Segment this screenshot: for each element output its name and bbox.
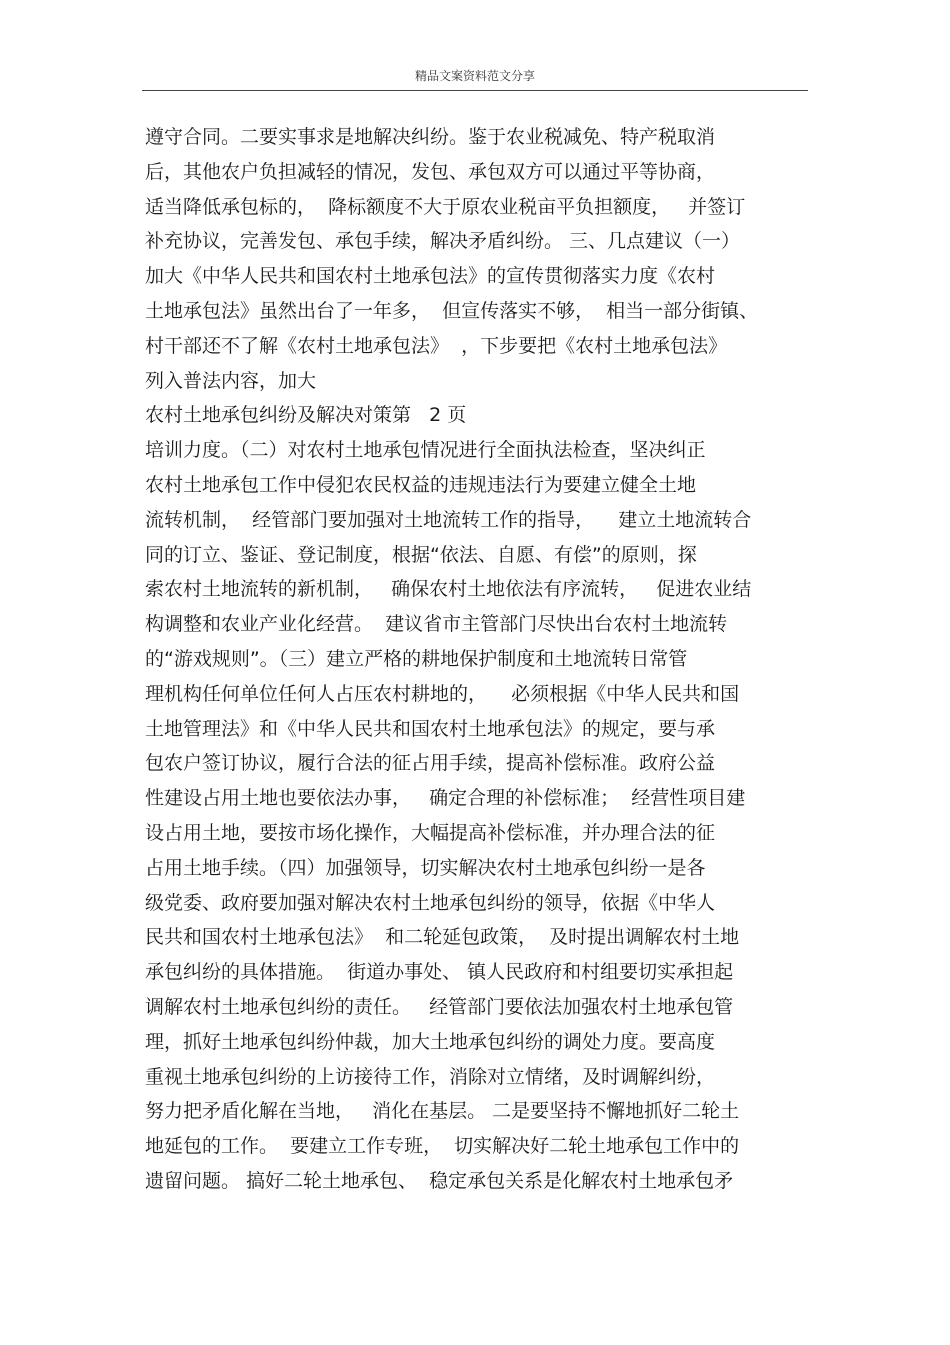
text-line: 的“游戏规则”。（三）建立严格的耕地保护制度和土地流转日常管: [145, 647, 688, 670]
document-body: [145, 120, 810, 1199]
text-line: 同的订立、鉴证、登记制度，根据“依法、自愿、有偿”的原则，探: [145, 543, 697, 566]
page-marker: 农村土地承包纠纷及解决对策第 2 页: [145, 404, 467, 427]
text-line: 承包纠纷的具体措施。 街道办事处、 镇人民政府和村组要切实承担起: [145, 961, 734, 984]
text-line: 性建设占用土地也要依法办事， 确定合理的补偿标准； 经营性项目建: [145, 787, 746, 810]
text-line: 重视土地承包纠纷的上访接待工作，消除对立情绪，及时调解纠纷，: [145, 1065, 716, 1088]
text-line: 理机构任何单位任何人占压农村耕地的， 必须根据《中华人民共和国: [145, 682, 740, 705]
text-line: 后，其他农户负担减轻的情况，发包、承包双方可以通过平等协商，: [145, 160, 716, 183]
text-line: 索农村土地流转的新机制， 确保农村土地依法有序流转， 促进农业结: [145, 578, 752, 601]
text-line: 列入普法内容，加大: [145, 369, 317, 392]
text-line: 适当降低承包标的， 降标额度不大于原农业税亩平负担额度， 并签订: [145, 195, 746, 218]
page-header: 精品文案资料范文分享: [414, 69, 535, 83]
text-line: 包农户签订协议，履行合法的征占用手续，提高补偿标准。政府公益: [145, 752, 716, 775]
text-line: 遵守合同。二要实事求是地解决纠纷。鉴于农业税减免、特产税取消: [145, 126, 716, 148]
text-line: 设占用土地，要按市场化操作，大幅提高补偿标准，并办理合法的征: [145, 821, 716, 844]
header-divider: [142, 90, 808, 91]
text-line: 遗留问题。 搞好二轮土地承包、 稳定承包关系是化解农村土地承包矛: [145, 1169, 734, 1192]
text-line: 土地管理法》和《中华人民共和国农村土地承包法》的规定，要与承: [145, 717, 716, 740]
text-line: 调解农村土地承包纠纷的责任。 经管部门要依法加强农村土地承包管: [145, 995, 734, 1018]
text-line: 理，抓好土地承包纠纷仲裁，加大土地承包纠纷的调处力度。要高度: [145, 1030, 716, 1053]
text-line: 补充协议，完善发包、承包手续，解决矛盾纠纷。 三、几点建议（一）: [145, 230, 741, 253]
text-line: 土地承包法》虽然出台了一年多， 但宣传落实不够， 相当一部分街镇、: [145, 299, 759, 322]
text-line: 占用土地手续。（四）加强领导，切实解决农村土地承包纠纷一是各: [145, 856, 706, 879]
text-line: 地延包的工作。 要建立工作专班， 切实解决好二轮土地承包工作中的: [145, 1135, 740, 1158]
text-line: 民共和国农村土地承包法》 和二轮延包政策， 及时提出调解农村土地: [145, 926, 740, 949]
text-line: 流转机制， 经管部门要加强对土地流转工作的指导， 建立土地流转合: [145, 508, 752, 531]
text-line: 村干部还不了解《农村土地承包法》 ，下步要把《农村土地承包法》: [145, 334, 728, 357]
text-line: 加大《中华人民共和国农村土地承包法》的宣传贯彻落实力度《农村: [145, 265, 716, 288]
text-line: 级党委、政府要加强对解决农村土地承包纠纷的领导，依据《中华人: [145, 891, 716, 914]
text-line: 农村土地承包工作中侵犯农民权益的违规违法行为要建立健全土地: [145, 473, 697, 496]
text-line: 培训力度。（二）对农村土地承包情况进行全面执法检查，坚决纠正: [145, 439, 706, 462]
text-line: 构调整和农业产业化经营。 建议省市主管部门尽快出台农村土地流转: [145, 613, 728, 636]
text-line: 努力把矛盾化解在当地， 消化在基层。 二是要坚持不懈地抓好二轮土: [145, 1100, 740, 1123]
